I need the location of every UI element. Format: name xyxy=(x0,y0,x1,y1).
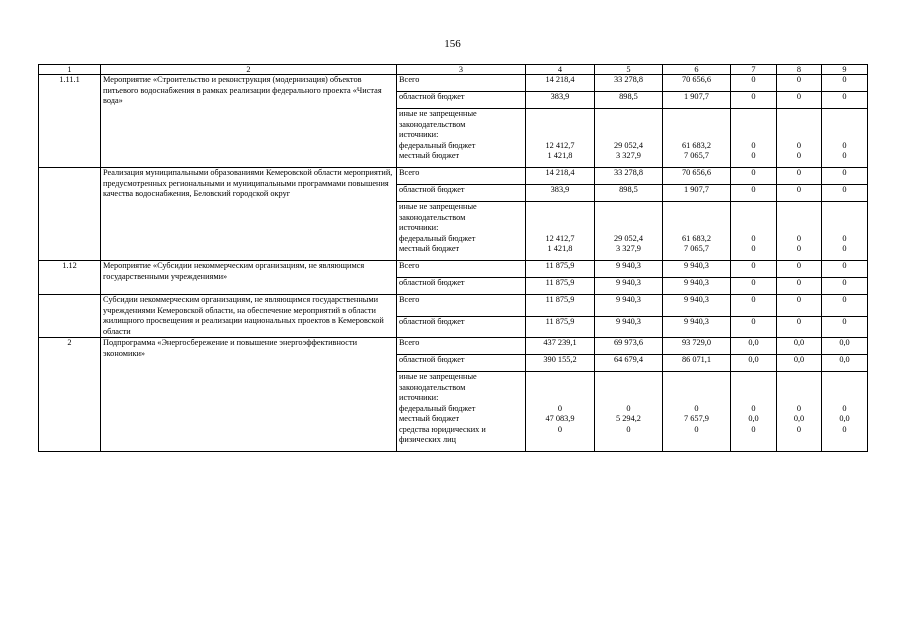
spacer xyxy=(665,202,728,213)
value-cell-c7: 0,0 xyxy=(731,355,777,372)
source-label xyxy=(397,92,526,109)
header-cell: 1 xyxy=(39,65,101,75)
spacer xyxy=(733,109,774,120)
header-cell: 3 xyxy=(397,65,526,75)
source-label-line: Всего xyxy=(399,75,420,84)
spacer xyxy=(733,393,774,404)
value-cell-c4: 383,9 xyxy=(526,185,595,202)
value-line: 0,0 xyxy=(793,414,805,423)
value-line: 5 294,2 xyxy=(616,414,641,423)
spacer xyxy=(733,120,774,131)
source-label-line: местный бюджет xyxy=(399,244,460,253)
value-cell-c4: 11 875,9 xyxy=(526,261,595,278)
header-cell: 7 xyxy=(731,65,777,75)
value-line: 29 052,4 xyxy=(613,140,644,150)
source-label-line: областной бюджет xyxy=(399,355,465,364)
source-label-line: областной бюджет xyxy=(399,316,465,326)
value-cell-c7: 0 xyxy=(731,75,777,92)
source-label-line: источники: xyxy=(399,223,439,232)
source-label-line: источники: xyxy=(399,393,439,402)
source-label xyxy=(397,355,526,372)
value-line: 1 421,8 xyxy=(547,151,573,160)
source-label-line: местный бюджет xyxy=(399,414,460,423)
value-cell-c4: 14 218,4 xyxy=(526,75,595,92)
value-cell-c5 xyxy=(595,202,663,261)
spacer xyxy=(779,202,819,213)
spacer xyxy=(824,372,865,383)
value-line: 12 412,7 xyxy=(545,140,575,150)
value-cell-c8 xyxy=(777,109,822,168)
spacer xyxy=(665,435,728,446)
spacer xyxy=(665,213,728,224)
spacer xyxy=(824,393,865,404)
source-label-line: федеральный бюджет xyxy=(399,403,476,413)
header-cell: 2 xyxy=(101,65,397,75)
value-cell-c5: 64 679,4 xyxy=(595,355,663,372)
header-cell: 6 xyxy=(663,65,731,75)
source-label xyxy=(397,338,526,355)
spacer xyxy=(528,223,592,234)
value-line: 3 327,9 xyxy=(616,244,641,253)
value-cell-c9: 0 xyxy=(822,75,868,92)
value-line: 61 683,2 xyxy=(681,140,712,150)
value-cell-c9: 0,0 xyxy=(822,338,868,355)
header-cell: 8 xyxy=(777,65,822,75)
spacer xyxy=(597,120,660,131)
table-row xyxy=(39,261,868,278)
source-label-line: местный бюджет xyxy=(399,151,460,160)
value-cell-c5 xyxy=(595,372,663,452)
source-label-line: физических лиц xyxy=(399,435,456,444)
source-label xyxy=(397,75,526,92)
value-cell-c7: 0 xyxy=(731,92,777,109)
source-label xyxy=(397,295,526,317)
spacer xyxy=(665,120,728,131)
source-label-line: областной бюджет xyxy=(399,92,465,101)
value-cell-c6: 9 940,3 xyxy=(663,261,731,278)
source-label-line: иные не запрещенные xyxy=(399,202,477,211)
value-cell-c9 xyxy=(822,372,868,452)
value-cell-c8: 0 xyxy=(777,185,822,202)
spacer xyxy=(597,372,660,383)
value-cell-c5: 898,5 xyxy=(595,185,663,202)
source-label-line: законодательством xyxy=(399,119,466,129)
value-cell-c9: 0 xyxy=(822,92,868,109)
value-cell-c5 xyxy=(595,109,663,168)
spacer xyxy=(528,202,592,213)
value-cell-c4: 11 875,9 xyxy=(526,295,595,317)
table-row xyxy=(39,168,868,185)
value-line: 0 xyxy=(751,424,756,434)
value-line: 0 xyxy=(694,424,699,434)
spacer xyxy=(597,130,660,141)
value-line: 0 xyxy=(751,403,756,413)
value-line: 0 xyxy=(796,403,802,413)
value-line: 0 xyxy=(842,424,847,434)
value-cell-c5: 898,5 xyxy=(595,92,663,109)
spacer xyxy=(824,223,865,234)
row-number xyxy=(39,168,101,261)
value-line: 0 xyxy=(796,140,802,150)
header-cell: 9 xyxy=(822,65,868,75)
value-cell-c4: 383,9 xyxy=(526,92,595,109)
spacer xyxy=(665,223,728,234)
spacer xyxy=(665,109,728,120)
value-line: 7 657,9 xyxy=(684,414,709,423)
spacer xyxy=(824,109,865,120)
source-label-line: источники: xyxy=(399,130,439,139)
source-label xyxy=(397,278,526,295)
spacer xyxy=(597,393,660,404)
spacer xyxy=(528,130,592,141)
source-label-line: Всего xyxy=(399,261,420,270)
row-name: Субсидии некоммерческим организациям, не являющимся государственными учреждениями Кемеровской области, на обеспечение мероприятий в области жилищного просвещения и реализации национальных проектов в Кемеровской области xyxy=(101,295,397,338)
value-cell-c8: 0 xyxy=(777,278,822,295)
spacer xyxy=(824,435,865,446)
table-row xyxy=(39,338,868,355)
spacer xyxy=(779,120,819,131)
value-line: 0 xyxy=(751,233,756,243)
value-line: 0 xyxy=(557,403,563,413)
value-cell-c8: 0 xyxy=(777,316,822,338)
value-cell-c6: 1 907,7 xyxy=(663,92,731,109)
spacer xyxy=(733,202,774,213)
value-line: 0 xyxy=(842,140,847,150)
row-name: Подпрограмма «Энергосбережение и повышение энергоэффективности экономики» xyxy=(101,338,397,452)
spacer xyxy=(528,120,592,131)
source-label-line: областной бюджет xyxy=(399,185,465,194)
value-cell-c7 xyxy=(731,109,777,168)
source-label-line: Всего xyxy=(399,338,420,347)
source-label-line: иные не запрещенные xyxy=(399,109,477,118)
spacer xyxy=(733,372,774,383)
source-label xyxy=(397,168,526,185)
value-cell-c6 xyxy=(663,202,731,261)
spacer xyxy=(528,372,592,383)
spacer xyxy=(665,393,728,404)
source-label-line: областной бюджет xyxy=(399,278,465,287)
value-line: 0 xyxy=(751,140,756,150)
value-cell-c6: 9 940,3 xyxy=(663,278,731,295)
row-name: Мероприятие «Субсидии некоммерческим организациям, не являющимся государственными учреждениями» xyxy=(101,261,397,295)
funding-table xyxy=(38,64,868,452)
value-cell-c7: 0 xyxy=(731,295,777,317)
spacer xyxy=(733,130,774,141)
source-label xyxy=(397,261,526,278)
value-cell-c9: 0,0 xyxy=(822,355,868,372)
header-row xyxy=(39,65,868,75)
value-line: 0 xyxy=(751,244,756,253)
value-cell-c7: 0 xyxy=(731,316,777,338)
spacer xyxy=(597,202,660,213)
value-cell-c6: 9 940,3 xyxy=(663,316,731,338)
value-line: 12 412,7 xyxy=(545,233,575,243)
value-cell-c6: 70 656,6 xyxy=(663,168,731,185)
spacer xyxy=(779,435,819,446)
spacer xyxy=(779,130,819,141)
spacer xyxy=(733,223,774,234)
value-cell-c4: 437 239,1 xyxy=(526,338,595,355)
spacer xyxy=(824,202,865,213)
spacer xyxy=(733,213,774,224)
spacer xyxy=(597,383,660,394)
spacer xyxy=(665,383,728,394)
value-cell-c4: 14 218,4 xyxy=(526,168,595,185)
spacer xyxy=(597,213,660,224)
value-line: 1 421,8 xyxy=(547,244,573,253)
value-line: 0 xyxy=(694,403,699,413)
row-number: 1.11.1 xyxy=(39,75,101,168)
spacer xyxy=(733,435,774,446)
value-line: 0 xyxy=(842,403,847,413)
value-cell-c7: 0,0 xyxy=(731,338,777,355)
row-number: 2 xyxy=(39,338,101,452)
value-cell-c4 xyxy=(526,372,595,452)
source-label-line: законодательством xyxy=(399,382,466,392)
value-line: 7 065,7 xyxy=(684,244,709,253)
row-number: 1.12 xyxy=(39,261,101,295)
value-cell-c5: 9 940,3 xyxy=(595,278,663,295)
value-line: 0 xyxy=(796,244,802,253)
value-line: 47 083,9 xyxy=(545,414,575,423)
value-line: 0 xyxy=(796,233,802,243)
value-line: 29 052,4 xyxy=(613,233,644,243)
value-cell-c5: 9 940,3 xyxy=(595,295,663,317)
source-label xyxy=(397,185,526,202)
source-label-line: федеральный бюджет xyxy=(399,140,476,150)
spacer xyxy=(528,383,592,394)
value-line: 61 683,2 xyxy=(681,233,712,243)
value-cell-c6: 1 907,7 xyxy=(663,185,731,202)
value-cell-c5: 9 940,3 xyxy=(595,316,663,338)
value-cell-c9: 0 xyxy=(822,278,868,295)
spacer xyxy=(824,213,865,224)
value-line: 0 xyxy=(842,233,847,243)
spacer xyxy=(779,213,819,224)
spacer xyxy=(779,223,819,234)
value-line: 0 xyxy=(557,424,563,434)
value-cell-c6: 70 656,6 xyxy=(663,75,731,92)
source-label-line: федеральный бюджет xyxy=(399,233,476,243)
spacer xyxy=(528,435,592,446)
value-cell-c7 xyxy=(731,372,777,452)
source-label-line: иные не запрещенные xyxy=(399,372,477,381)
value-cell-c6: 86 071,1 xyxy=(663,355,731,372)
value-cell-c7: 0 xyxy=(731,185,777,202)
value-cell-c8: 0,0 xyxy=(777,338,822,355)
row-name: Мероприятие «Строительство и реконструкция (модернизация) объектов питьевого водоснабжения в рамках реализации федерального проекта «Чистая вода» xyxy=(101,75,397,168)
spacer xyxy=(824,130,865,141)
value-cell-c9: 0 xyxy=(822,316,868,338)
value-cell-c5: 33 278,8 xyxy=(595,75,663,92)
source-label-line: законодательством xyxy=(399,212,466,222)
value-line: 0 xyxy=(626,424,631,434)
spacer xyxy=(779,393,819,404)
spacer xyxy=(824,383,865,394)
value-cell-c5: 69 973,6 xyxy=(595,338,663,355)
value-cell-c4: 11 875,9 xyxy=(526,316,595,338)
value-cell-c5: 33 278,8 xyxy=(595,168,663,185)
source-label xyxy=(397,316,526,338)
value-cell-c4 xyxy=(526,202,595,261)
value-cell-c8: 0 xyxy=(777,92,822,109)
header-cell: 4 xyxy=(526,65,595,75)
spacer xyxy=(733,383,774,394)
value-cell-c4: 390 155,2 xyxy=(526,355,595,372)
value-line: 0 xyxy=(626,403,631,413)
value-line: 3 327,9 xyxy=(616,151,641,160)
spacer xyxy=(528,393,592,404)
value-cell-c7: 0 xyxy=(731,261,777,278)
value-line: 0 xyxy=(751,151,756,160)
value-cell-c7: 0 xyxy=(731,168,777,185)
value-cell-c6: 93 729,0 xyxy=(663,338,731,355)
value-cell-c8: 0 xyxy=(777,295,822,317)
source-label xyxy=(397,202,526,261)
value-cell-c9: 0 xyxy=(822,295,868,317)
value-line: 0,0 xyxy=(748,414,759,423)
source-label-line: средства юридических и xyxy=(399,424,486,434)
spacer xyxy=(779,372,819,383)
value-cell-c9: 0 xyxy=(822,185,868,202)
value-line: 7 065,7 xyxy=(684,151,709,160)
value-cell-c9 xyxy=(822,109,868,168)
source-label-line: Всего xyxy=(399,295,420,304)
value-cell-c4: 11 875,9 xyxy=(526,278,595,295)
value-cell-c8 xyxy=(777,202,822,261)
spacer xyxy=(779,109,819,120)
value-line: 0 xyxy=(842,151,847,160)
value-cell-c9 xyxy=(822,202,868,261)
spacer xyxy=(824,120,865,131)
value-cell-c9: 0 xyxy=(822,168,868,185)
page-number: 156 xyxy=(444,38,461,50)
spacer xyxy=(528,213,592,224)
value-cell-c8: 0 xyxy=(777,261,822,278)
table-row xyxy=(39,75,868,92)
value-cell-c6 xyxy=(663,372,731,452)
value-line: 0,0 xyxy=(839,414,850,423)
value-cell-c8: 0,0 xyxy=(777,355,822,372)
value-cell-c8: 0 xyxy=(777,75,822,92)
value-cell-c5: 9 940,3 xyxy=(595,261,663,278)
header-cell: 5 xyxy=(595,65,663,75)
spacer xyxy=(665,372,728,383)
table-row xyxy=(39,295,868,317)
source-label xyxy=(397,109,526,168)
value-line: 0 xyxy=(796,151,802,160)
value-cell-c7 xyxy=(731,202,777,261)
source-label-line: Всего xyxy=(399,168,420,177)
value-line: 0 xyxy=(796,424,802,434)
value-line: 0 xyxy=(842,244,847,253)
value-cell-c4 xyxy=(526,109,595,168)
value-cell-c6 xyxy=(663,109,731,168)
spacer xyxy=(597,435,660,446)
spacer xyxy=(665,130,728,141)
value-cell-c8 xyxy=(777,372,822,452)
value-cell-c9: 0 xyxy=(822,261,868,278)
row-name: Реализация муниципальными образованиями Кемеровской области мероприятий, предусмотренных региональными и муниципальными программами повышения качества водоснабжения, Беловский городской округ xyxy=(101,168,397,261)
value-cell-c8: 0 xyxy=(777,168,822,185)
value-cell-c6: 9 940,3 xyxy=(663,295,731,317)
value-cell-c7: 0 xyxy=(731,278,777,295)
spacer xyxy=(528,109,592,120)
row-number xyxy=(39,295,101,338)
spacer xyxy=(597,223,660,234)
spacer xyxy=(779,383,819,394)
spacer xyxy=(597,109,660,120)
source-label xyxy=(397,372,526,452)
